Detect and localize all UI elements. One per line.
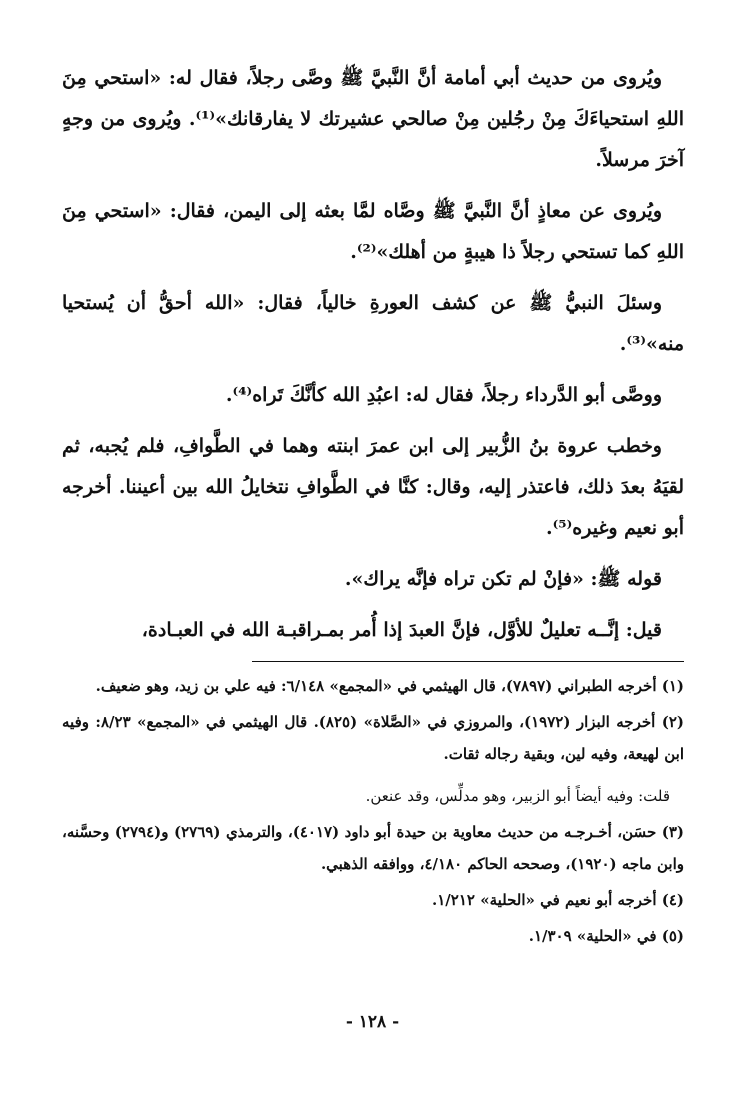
footnote-divider bbox=[252, 661, 684, 662]
body-paragraph: وخطب عروة بنُ الزُّبير إلى ابن عمرَ ابنته وهما في الطَّوافِ، فلم يُجبه، ثم لقيَهُ بعدَ ذلك، فاعتذر إليه، وقال: كنَّا في الطَّوافِ نتخايلُ الله بين أعيننا. أخرجه أبو نعيم وغيره⁽⁵⁾. bbox=[62, 435, 684, 539]
footnote-remark: قلت: وفيه أيضاً أبو الزبير، وهو مدلِّس، وقد عنعن. bbox=[365, 787, 670, 805]
footnote: (٢) أخرجه البزار (١٩٧٢)، والمروزي في «الصَّلاة» (٨٢٥). قال الهيثمي في «المجمع» ٨/٢٣: وفيه ابن لهيعة، وفيه لين، وبقية رجاله ثقات. bbox=[62, 713, 685, 763]
page-number: - ١٢٨ - bbox=[345, 1012, 400, 1032]
footnotes bbox=[62, 670, 684, 952]
footnote: (٥) في «الحلية» ١/٣٠٩. bbox=[528, 927, 684, 945]
body-paragraph: ووصَّى أبو الدَّرداء رجلاً، فقال له: اعبُدِ الله كأنَّكَ تَراه⁽⁴⁾. bbox=[225, 384, 662, 406]
footnote: (٤) أخرجه أبو نعيم في «الحلية» ١/٢١٢. bbox=[432, 891, 684, 909]
body-paragraph: وسئلَ النبيُّ ﷺ عن كشف العورةِ خالياً، فقال: «الله أحقُّ أن يُستحيا منه»⁽³⁾. bbox=[62, 292, 684, 355]
book-page bbox=[62, 58, 684, 956]
footnote: (١) أخرجه الطبراني (٧٨٩٧)، قال الهيثمي في «المجمع» ٦/١٤٨: فيه علي بن زيد، وهو ضعيف. bbox=[95, 677, 684, 695]
body-paragraph: قوله ﷺ: «فإنْ لم تكن تراه فإنَّه يراك». bbox=[344, 568, 662, 590]
body-paragraph: ويُروى من حديث أبي أمامة أنَّ النَّبيَّ ﷺ وصَّى رجلاً، فقال له: «استحي مِنَ اللهِ استحياءَكَ مِنْ رجُلين مِنْ صالحي عشيرتك لا يفارقانك»⁽¹⁾. ويُروى من وجهٍ آخرَ مرسلاً. bbox=[62, 67, 685, 171]
body-paragraph: قيل: إنَّــه تعليلٌ للأوَّل، فإنَّ العبدَ إذا أُمر بمـراقبـة الله في العبـادة، bbox=[141, 619, 662, 641]
footnote: (٣) حسَن، أخـرجـه من حديث معاوية بن حيدة أبو داود (٤٠١٧)، والترمذي (٢٧٦٩) و(٢٧٩٤) وحسَّنه، وابن ماجه (١٩٢٠)، وصححه الحاكم ٤/١٨٠، ووافقه الذهبي. bbox=[62, 823, 684, 873]
body-paragraph: ويُروى عن معاذٍ أنَّ النَّبيَّ ﷺ وصَّاه لمَّا بعثه إلى اليمن، فقال: «استحي مِنَ اللهِ كما تستحي رجلاً ذا هيبةٍ من أهلك»⁽²⁾. bbox=[62, 200, 684, 263]
